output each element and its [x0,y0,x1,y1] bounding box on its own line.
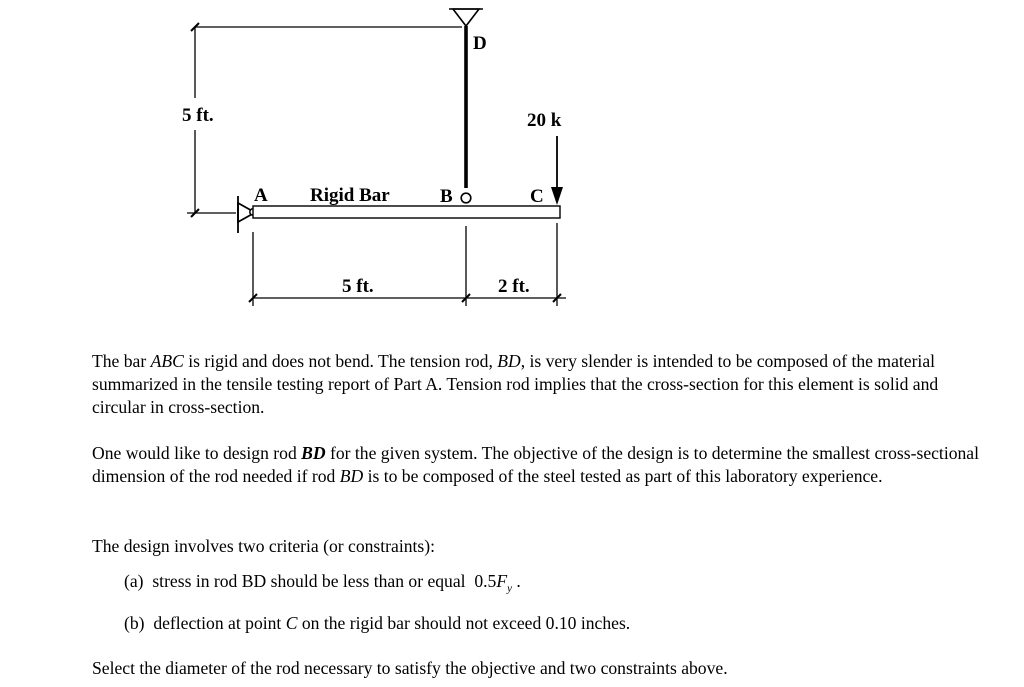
point-c-label: C [530,186,544,207]
structural-diagram [0,0,1024,330]
rigid-bar-abc [253,206,560,218]
criterion-b: (b) deflection at point C on the rigid bar should not exceed 0.10 inches. [124,613,631,633]
paragraph-rigid-bar: The bar ABC is rigid and does not bend. The tension rod, BD, is very slender is intended to be composed of the material summarized in the tensile testing report of Part A. Tension rod implies that the cross-section for this element is solid and circular in cross-section. [92,351,939,417]
load-label: 20 k [527,110,562,131]
load-arrow [551,136,563,205]
paragraph-design-objective: One would like to design rod BD for the given system. The objective of the design is to determine the smallest cross-sectional dimension of the rod needed if rod BD is to be composed of the steel tested as part of this laboratory experience. [92,443,980,486]
rigid-bar-label: Rigid Bar [310,185,390,206]
support-d [449,9,483,26]
height-dimension-label: 5 ft. [182,105,214,126]
pin-b [461,193,471,203]
paragraph-instruction: Select the diameter of the rod necessary to satisfy the objective and two constraints above. [92,658,728,678]
span-ab-label: 5 ft. [342,276,374,297]
paragraph-criteria-intro: The design involves two criteria (or constraints): [92,536,435,556]
point-a-label: A [254,185,268,206]
criterion-a: (a) stress in rod BD should be less than or equal $0.5F_y$ . [124,571,521,595]
point-d-label: D [473,33,487,54]
point-b-label: B [440,186,453,207]
span-bc-label: 2 ft. [498,276,530,297]
